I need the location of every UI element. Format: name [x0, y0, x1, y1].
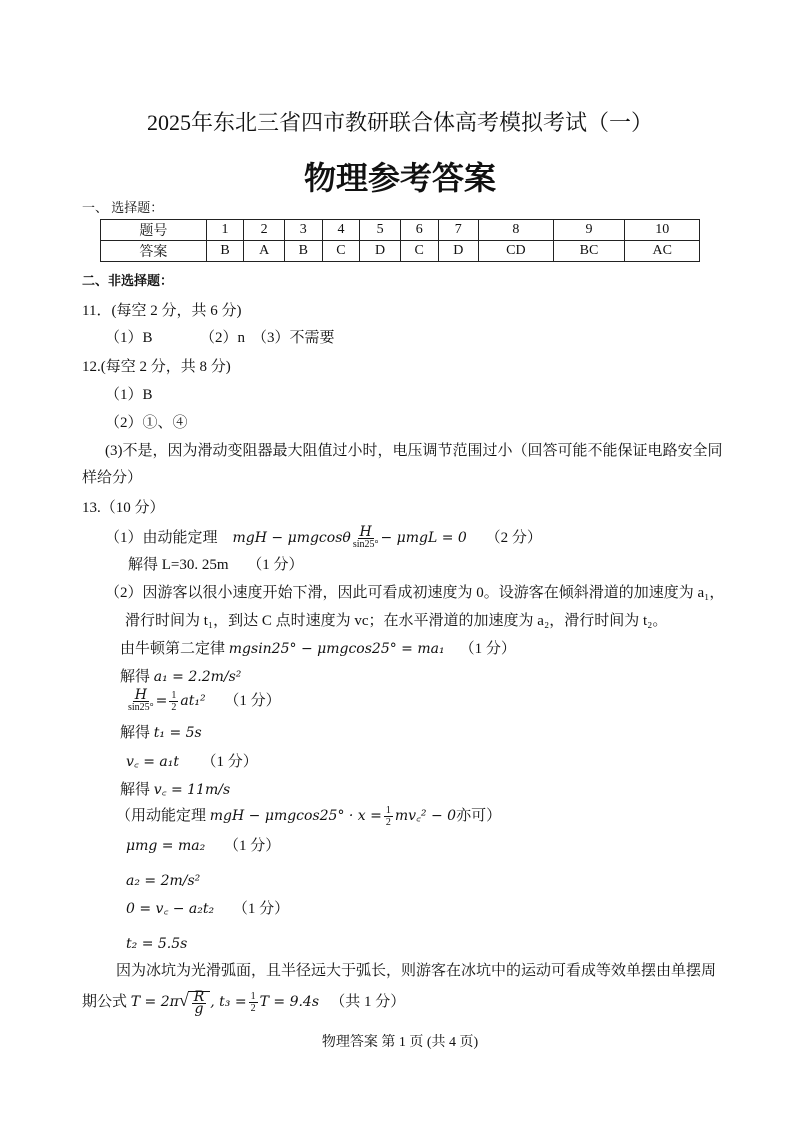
- q13-part1-equation: [105, 524, 542, 550]
- a2-line: [126, 871, 200, 891]
- alternative-method-line: [116, 805, 501, 828]
- score: （1 分）: [224, 692, 281, 709]
- denominator: sin25°: [352, 539, 379, 550]
- q12-answer-1: （1）B: [105, 387, 153, 403]
- fraction: [169, 690, 178, 713]
- fraction: [128, 687, 154, 713]
- cell: 6: [400, 220, 438, 241]
- section1-heading: 一、 选择题：: [82, 200, 164, 215]
- formula: μmg = ma₂: [126, 838, 206, 854]
- score: （1 分）: [223, 838, 281, 854]
- label: （1）由动能定理: [105, 529, 218, 546]
- formula: mgH − μmgcos25° · x =: [209, 807, 382, 824]
- t1-result-line: [120, 723, 202, 743]
- newton-law-line: [120, 639, 516, 659]
- fraction: [192, 988, 207, 1017]
- score: （1 分）: [247, 557, 304, 573]
- label: （用动能定理: [116, 807, 207, 824]
- denominator: 2: [171, 702, 177, 713]
- vc-result-line: [120, 780, 230, 800]
- cell: 5: [360, 220, 401, 241]
- vc-line: [126, 752, 258, 772]
- numerator: H: [134, 687, 147, 703]
- cell: C: [322, 241, 360, 262]
- numerator: 1: [171, 690, 177, 701]
- formula: − μmgL = 0: [380, 529, 467, 546]
- score: （1 分）: [201, 754, 258, 770]
- cell: CD: [479, 241, 554, 262]
- formula: T = 9.4s: [259, 994, 320, 1010]
- cell: A: [244, 241, 285, 262]
- cell: D: [438, 241, 479, 262]
- formula: mgsin25° − μmgcos25° = ma₁: [228, 641, 445, 657]
- q13-part2-line1: （2）因游客以很小速度开始下滑，因此可看成初速度为 0。设游客在倾斜滑道的加速度为 a₁，: [105, 585, 725, 601]
- cell: 9: [553, 220, 625, 241]
- doc-title: 物理参考答案: [303, 159, 496, 197]
- table-row-numbers: [101, 220, 700, 241]
- denominator: 2: [250, 1003, 256, 1015]
- pendulum-line1: 因为冰坑为光滑弧面，且半径远大于弧长，则游客在冰坑中的运动可看成等效单摆由单摆周: [116, 963, 717, 979]
- formula: at₁²: [180, 692, 206, 709]
- q11-answer-3: （3）不需要: [252, 330, 335, 346]
- score: （2 分）: [485, 529, 542, 546]
- stop-line: [126, 899, 289, 919]
- denominator: sin25°: [128, 702, 154, 713]
- cell: BC: [553, 241, 625, 262]
- formula: , t₃ =: [210, 994, 247, 1010]
- formula: v꜀ = 11m/s: [153, 782, 231, 798]
- cell: D: [360, 241, 401, 262]
- formula: v꜀ = a₁t: [126, 754, 179, 770]
- denominator: 2: [385, 817, 391, 828]
- cell: 2: [244, 220, 285, 241]
- cell: 7: [438, 220, 479, 241]
- a1-result-line: [120, 667, 241, 687]
- q11-heading: 11．(每空 2 分，共 6 分): [82, 303, 242, 319]
- exam-title: 2025年东北三省四市教研联合体高考模拟考试（一）: [146, 110, 653, 135]
- q12-answer-3: (3)不是，因为滑动变阻器最大阻值过小时，电压调节范围过小（回答可能不能保证电路安全同: [105, 443, 723, 459]
- score: （共 1 分）: [330, 994, 406, 1010]
- label: 期公式: [82, 994, 128, 1010]
- row-label: 题号: [101, 220, 207, 241]
- section2-heading: 二、非选择题：: [82, 274, 174, 289]
- label: 解得: [120, 669, 151, 685]
- formula: t₁ = 5s: [153, 725, 202, 741]
- sqrt-radicand: [188, 988, 211, 1017]
- q12-answer-3-cont: 样给分）: [82, 470, 143, 486]
- cell: B: [284, 241, 322, 262]
- fraction: [384, 805, 393, 828]
- pendulum-line2: [82, 990, 405, 1015]
- numerator: H: [359, 524, 372, 540]
- cell: B: [206, 241, 244, 262]
- numerator: 1: [385, 805, 391, 816]
- q11-answer-1: （1）B: [105, 330, 153, 346]
- cell: 8: [479, 220, 554, 241]
- formula: 0 = v꜀ − a₂t₂: [126, 901, 215, 917]
- q13-part2-line2: 滑行时间为 t₁，到达 C 点时速度为 vc；在水平滑道的加速度为 a₂，滑行时间为 t₂。: [125, 613, 668, 629]
- t2-line: [126, 934, 187, 954]
- formula: mgH − μmgcosθ: [232, 529, 351, 546]
- cell: 10: [625, 220, 700, 241]
- fraction: [249, 991, 258, 1014]
- cell: C: [400, 241, 438, 262]
- q12-heading: 12.(每空 2 分，共 8 分): [82, 359, 231, 375]
- cell: 4: [322, 220, 360, 241]
- q12-answer-2: （2）①、④: [105, 415, 188, 431]
- fraction: [352, 524, 379, 550]
- cell: AC: [625, 241, 700, 262]
- label: 亦可）: [456, 807, 502, 824]
- q11-answer-2: （2）n: [200, 330, 246, 346]
- cell: 1: [206, 220, 244, 241]
- formula: a₂ = 2m/s²: [126, 873, 201, 889]
- denominator: g: [194, 1000, 204, 1017]
- formula: mv꜀² − 0: [394, 807, 457, 824]
- score: （1 分）: [232, 901, 290, 917]
- numerator: R: [193, 988, 205, 1005]
- formula: a₁ = 2.2m/s²: [153, 669, 242, 685]
- q13-heading: 13.（10 分）: [82, 500, 165, 516]
- row-label: 答案: [101, 241, 207, 262]
- label: 解得: [120, 725, 151, 741]
- score: （1 分）: [459, 641, 516, 657]
- numerator: 1: [250, 991, 256, 1003]
- formula: T = 2π: [130, 994, 179, 1010]
- q13-part1-result: [128, 555, 304, 575]
- table-row-answers: [101, 241, 700, 262]
- result: 解得 L=30. 25m: [128, 557, 229, 573]
- cell: 3: [284, 220, 322, 241]
- friction-line: [126, 836, 280, 856]
- kinematics-line: [126, 687, 281, 713]
- formula: t₂ = 5.5s: [126, 936, 188, 952]
- label: 由牛顿第二定律: [120, 641, 226, 657]
- label: 解得: [120, 782, 151, 798]
- formula: =: [155, 692, 168, 709]
- page-footer: 物理答案 第 1 页 (共 4 页): [321, 1035, 479, 1050]
- sqrt-icon: √: [178, 990, 189, 1010]
- answer-table: [100, 219, 700, 262]
